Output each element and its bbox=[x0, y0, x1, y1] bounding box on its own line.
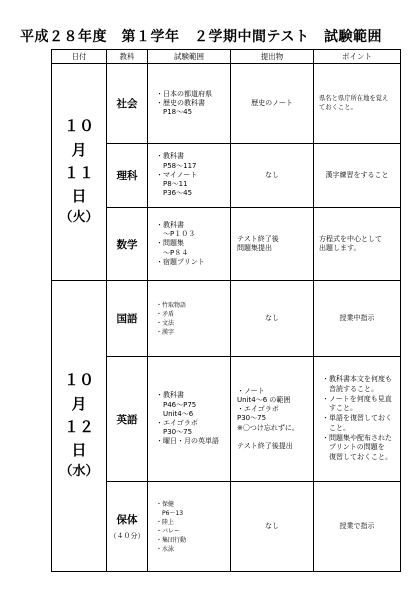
list-item-text: Unit4～6 bbox=[156, 409, 194, 418]
list-item bbox=[322, 404, 400, 414]
date-weekday: （水） bbox=[59, 464, 99, 480]
list-item-text: ・宿題プリント bbox=[156, 257, 205, 266]
list-item-text: P36～45 bbox=[156, 189, 193, 198]
date-cell bbox=[52, 64, 107, 281]
list-item-text: ・歴史の教科書 bbox=[156, 98, 205, 107]
list-item bbox=[156, 171, 230, 180]
list-item bbox=[156, 509, 230, 518]
list-item bbox=[322, 395, 400, 405]
list-item-text: ・日本の都道府県 bbox=[156, 89, 212, 98]
list-item bbox=[322, 385, 400, 395]
header-date: 日付 bbox=[52, 50, 107, 64]
text-line: Unit4～6 の範囲 bbox=[237, 395, 291, 404]
text-line: なし bbox=[265, 313, 279, 322]
point-cell bbox=[314, 64, 401, 144]
date-weekday: （火） bbox=[59, 210, 99, 226]
list-item-text: ・エイゴラボ bbox=[156, 419, 198, 427]
list-item-text: P6～13 bbox=[156, 509, 184, 517]
text-line: ・ノート bbox=[237, 386, 265, 395]
list-item bbox=[322, 434, 400, 444]
list-item-text: P18～45 bbox=[156, 108, 193, 117]
list-item bbox=[156, 518, 230, 527]
header-point: ポイント bbox=[314, 50, 401, 64]
list-item-text: 復習しておくこと。 bbox=[322, 453, 392, 462]
point-cell bbox=[314, 482, 401, 572]
subject-cell bbox=[107, 357, 148, 482]
point-cell bbox=[314, 281, 401, 357]
list-item bbox=[156, 152, 230, 161]
header-range: 試験範囲 bbox=[148, 50, 231, 64]
list-item bbox=[156, 239, 230, 248]
list-item-text: ～P８４ bbox=[156, 248, 189, 257]
list-item-text: ・漢字 bbox=[156, 328, 175, 336]
list-item-text: こと。 bbox=[322, 423, 350, 432]
range-list bbox=[148, 500, 230, 554]
range-cell bbox=[148, 482, 231, 572]
text-line: ※〇つけ忘れずに。 bbox=[237, 423, 299, 432]
range-cell bbox=[148, 64, 231, 144]
list-item bbox=[156, 527, 230, 536]
text-line: なし bbox=[265, 521, 279, 530]
list-item bbox=[156, 221, 230, 230]
range-cell bbox=[148, 208, 231, 281]
list-item bbox=[322, 443, 400, 453]
subject-label: 国語 bbox=[116, 313, 138, 325]
date-day-label: 日 bbox=[71, 441, 87, 460]
list-item bbox=[156, 189, 230, 198]
range-list bbox=[148, 221, 230, 267]
submission-cell bbox=[231, 144, 314, 208]
exam-range-table bbox=[51, 49, 401, 572]
point-cell bbox=[314, 144, 401, 208]
point-cell bbox=[314, 357, 401, 482]
list-item-text: 音読すること。 bbox=[322, 384, 378, 393]
date-month-label: 月 bbox=[71, 140, 87, 159]
list-item bbox=[156, 536, 230, 545]
submission-cell bbox=[231, 357, 314, 482]
submission-cell bbox=[231, 208, 314, 281]
text-line: 歴史のノート bbox=[251, 98, 293, 107]
list-item bbox=[156, 99, 230, 108]
point-cell bbox=[314, 208, 401, 281]
list-item-text: P8～11 bbox=[156, 180, 188, 189]
list-item bbox=[156, 419, 230, 428]
table-row bbox=[52, 64, 401, 144]
list-item bbox=[156, 500, 230, 509]
subject-cell bbox=[107, 64, 148, 144]
list-item-text: ・水泳 bbox=[156, 545, 175, 553]
text-line: 授業中指示 bbox=[339, 313, 375, 322]
list-item bbox=[156, 328, 230, 337]
date-day-number: １２ bbox=[63, 417, 94, 436]
list-item-text: プリントの問題を bbox=[322, 443, 385, 452]
list-item-text: ・問題集 bbox=[156, 239, 184, 248]
submission-cell bbox=[231, 281, 314, 357]
range-list bbox=[148, 391, 230, 446]
list-item bbox=[156, 319, 230, 328]
text-line: ・エイゴラボ bbox=[237, 405, 279, 414]
list-item bbox=[156, 301, 230, 310]
list-item-text: ・教科書 bbox=[156, 152, 184, 161]
list-item bbox=[322, 414, 400, 424]
list-item bbox=[156, 162, 230, 171]
date-day-label: 日 bbox=[71, 187, 87, 206]
list-item-text: ・曜日・月の英単語 bbox=[156, 437, 219, 446]
submission-cell bbox=[231, 64, 314, 144]
list-item-text: ・集団行動 bbox=[156, 536, 187, 544]
list-item-text: ・教科書本文を何度も bbox=[322, 374, 392, 383]
list-item bbox=[322, 375, 400, 385]
subject-cell bbox=[107, 281, 148, 357]
range-list bbox=[148, 301, 230, 337]
text-line: 方程式を中心として bbox=[319, 234, 382, 243]
list-item bbox=[156, 545, 230, 554]
list-item bbox=[322, 424, 400, 434]
page-title: 平成２８年度 第１学年 ２学期中間テスト 試験範囲 bbox=[20, 29, 382, 45]
date-day-number: １１ bbox=[63, 163, 94, 182]
list-item-text: ・問題集や配布された bbox=[322, 433, 392, 442]
list-item-text: ・ノートを何度も見直 bbox=[322, 394, 392, 403]
list-item bbox=[156, 391, 230, 400]
range-list bbox=[148, 152, 230, 198]
list-item-text: ・竹取物語 bbox=[156, 301, 187, 309]
list-item-text: ～P１０３ bbox=[156, 230, 196, 239]
list-item bbox=[156, 437, 230, 446]
list-item-text: ・文法 bbox=[156, 319, 175, 327]
subject-label: 英語 bbox=[116, 413, 138, 426]
table-row bbox=[52, 281, 401, 357]
list-item bbox=[156, 230, 230, 239]
list-item-text: ・教科書 bbox=[156, 220, 184, 229]
subject-duration: （４０分） bbox=[109, 532, 145, 540]
subject-label: 数学 bbox=[116, 238, 138, 251]
list-item bbox=[156, 258, 230, 267]
text-line: 問題集提出 bbox=[237, 244, 272, 252]
text-line: 授業で指示 bbox=[339, 521, 375, 530]
date-month-label: 月 bbox=[71, 394, 87, 413]
range-cell bbox=[148, 281, 231, 357]
list-item bbox=[156, 310, 230, 319]
text-line: ておくこと。 bbox=[319, 103, 357, 111]
list-item-text: P30～75 bbox=[156, 428, 193, 437]
list-item bbox=[156, 410, 230, 419]
range-list bbox=[148, 90, 230, 118]
text-line: 漢字練習をすること bbox=[325, 170, 389, 179]
text-line: 県名と県庁所在地を覚え bbox=[319, 95, 389, 102]
list-item-text: ・マイノート bbox=[156, 170, 198, 179]
subject-cell bbox=[107, 208, 148, 281]
submission-cell bbox=[231, 482, 314, 572]
range-cell bbox=[148, 144, 231, 208]
date-cell bbox=[52, 281, 107, 572]
list-item bbox=[156, 401, 230, 410]
list-item bbox=[322, 453, 400, 463]
subject-label: 社会 bbox=[116, 98, 138, 110]
list-item bbox=[156, 90, 230, 99]
list-item-text: P46～P75 bbox=[156, 400, 197, 409]
list-item-text: ・陸上 bbox=[156, 518, 175, 526]
point-list bbox=[319, 375, 400, 463]
subject-cell bbox=[107, 144, 148, 208]
list-item-text: ・教科書 bbox=[156, 391, 184, 400]
text-line: なし bbox=[265, 170, 279, 179]
list-item-text: ・単語を復習しておく bbox=[322, 414, 392, 423]
list-item bbox=[156, 108, 230, 117]
text-line: 出題します。 bbox=[319, 244, 361, 252]
header-subject: 教科 bbox=[107, 50, 148, 64]
text-line: テスト終了後提出 bbox=[237, 442, 293, 451]
list-item-text: すこと。 bbox=[322, 404, 357, 413]
subject-cell bbox=[107, 482, 148, 572]
list-item-text: P58～117 bbox=[156, 161, 197, 170]
header-submission: 提出物 bbox=[231, 50, 314, 64]
date-month-number: １０ bbox=[63, 117, 94, 136]
subject-label: 理科 bbox=[116, 170, 138, 182]
date-month-number: １０ bbox=[63, 371, 94, 390]
header-row bbox=[52, 50, 401, 64]
text-line bbox=[237, 433, 313, 442]
list-item bbox=[156, 180, 230, 189]
list-item-text: ・矛盾 bbox=[156, 310, 175, 318]
list-item-text: ・保健 bbox=[156, 500, 175, 508]
text-line: テスト終了後 bbox=[237, 234, 279, 243]
range-cell bbox=[148, 357, 231, 482]
list-item-text: ・バレー bbox=[156, 527, 181, 535]
subject-label: 保体 bbox=[116, 514, 138, 526]
list-item bbox=[156, 249, 230, 258]
text-line: P30～75 bbox=[237, 414, 267, 423]
